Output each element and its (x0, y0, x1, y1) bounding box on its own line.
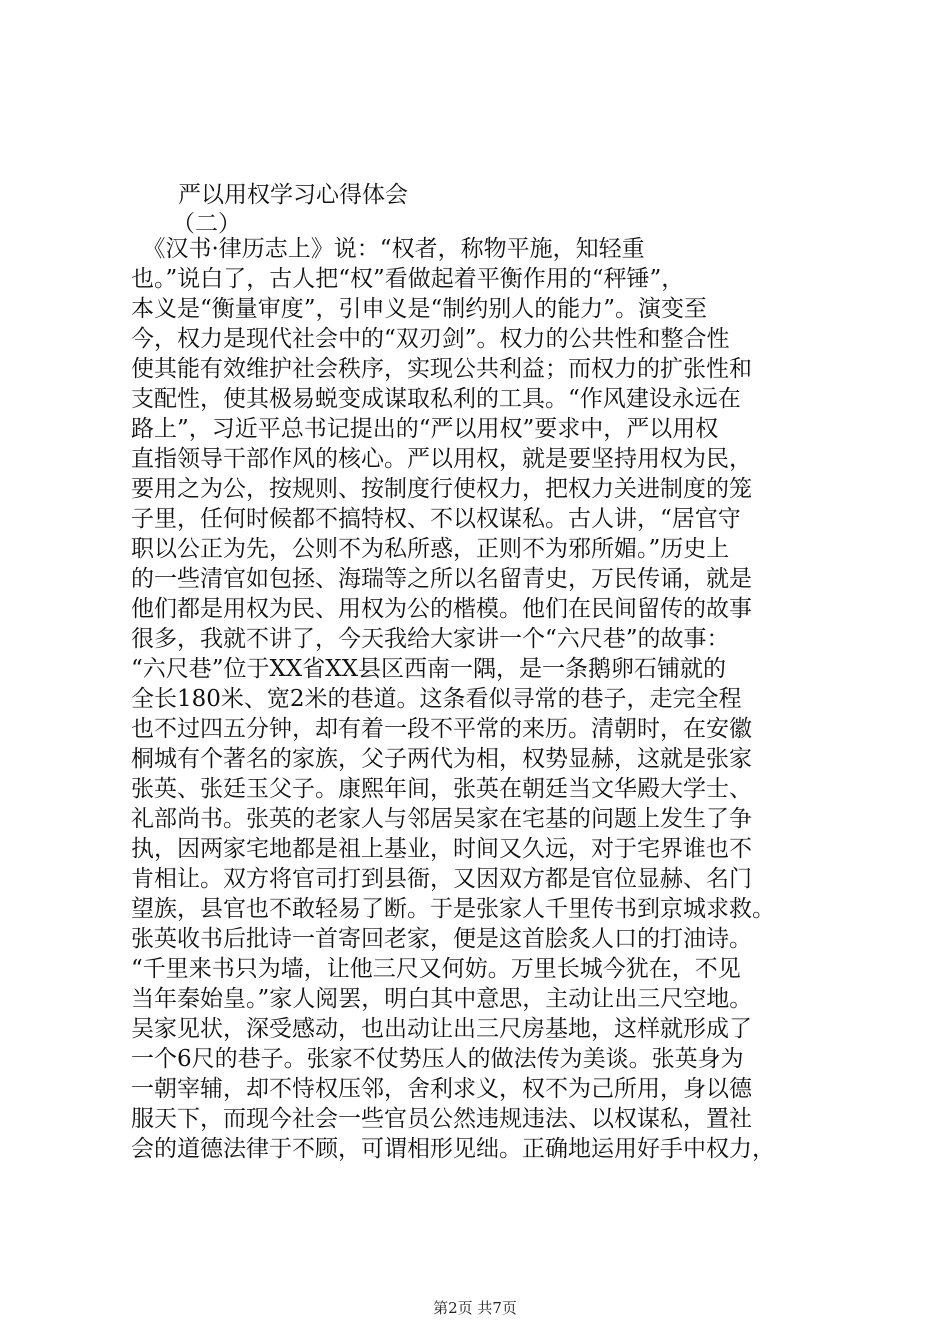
body-line: 使其能有效维护社会秩序，实现公共利益；而权力的扩张性和 (131, 356, 752, 382)
document-subtitle: （二） (172, 211, 241, 237)
body-line: 直指领导干部作风的核心。严以用权，就是要坚持用权为民， (131, 446, 752, 472)
body-line: 张英收书后批诗一首寄回老家，便是这首脍炙人口的打油诗。 (131, 926, 752, 952)
body-line: 礼部尚书。张英的老家人与邻居吴家在宅基的问题上发生了争 (131, 806, 752, 832)
body-line: 执，因两家宅地都是祖上基业，时间又久远，对于宅界谁也不 (131, 836, 752, 862)
body-line: 很多，我就不讲了，今天我给大家讲一个“六尺巷”的故事： (131, 626, 730, 652)
body-line: 要用之为公，按规则、按制度行使权力，把权力关进制度的笼 (131, 476, 752, 502)
body-line: 肯相让。双方将官司打到县衙，又因双方都是官位显赫、名门 (131, 866, 752, 892)
body-line: 也。”说白了，古人把“权”看做起着平衡作用的“秤锤”， (131, 266, 685, 292)
body-line: 一朝宰辅，却不恃权压邻，舍利求义，权不为己所用，身以德 (131, 1076, 752, 1102)
body-line: 路上”，习近平总书记提出的“严以用权”要求中，严以用权 (131, 416, 719, 442)
body-line: 他们都是用权为民、用权为公的楷模。他们在民间留传的故事 (131, 596, 752, 622)
body-line: 望族，县官也不敢轻易了断。于是张家人千里传书到京城求救。 (131, 896, 775, 922)
body-line: 支配性，使其极易蜕变成谋取私利的工具。“作风建设永远在 (131, 386, 741, 412)
body-line: 桐城有个著名的家族，父子两代为相，权势显赫，这就是张家 (131, 746, 752, 772)
body-line: 会的道德法律于不顾，可谓相形见绌。正确地运用好手中权力， (131, 1136, 775, 1162)
body-line: 子里，任何时候都不搞特权、不以权谋私。古人讲，“居官守 (131, 506, 741, 532)
body-line: 吴家见状，深受感动，也出动让出三尺房基地，这样就形成了 (131, 1016, 752, 1042)
body-line: 今，权力是现代社会中的“双刃剑”。权力的公共性和整合性 (131, 326, 730, 352)
body-line: 本义是“衡量审度”，引申义是“制约别人的能力”。演变至 (131, 296, 708, 322)
body-line: 也不过四五分钟，却有着一段不平常的来历。清朝时，在安徽 (131, 716, 752, 742)
body-line: “六尺巷”位于XX省XX县区西南一隅，是一条鹅卵石铺就的 (131, 656, 727, 682)
body-line: 全长180米、宽2米的巷道。这条看似寻常的巷子，走完全程 (131, 686, 742, 712)
document-title: 严以用权学习心得体会 (178, 182, 408, 208)
body-line: 职以公正为先，公则不为私所惑，正则不为邪所媚。”历史上 (131, 536, 730, 562)
body-line: “千里来书只为墙，让他三尺又何妨。万里长城今犹在，不见 (131, 956, 741, 982)
body-line: 服天下，而现今社会一些官员公然违规违法、以权谋私，置社 (131, 1106, 752, 1132)
page-footer: 第2页 共7页 (433, 1299, 517, 1317)
body-line: 的一些清官如包拯、海瑞等之所以名留青史，万民传诵，就是 (131, 566, 752, 592)
body-line: 当年秦始皇。”家人阅罢，明白其中意思，主动让出三尺空地。 (131, 986, 753, 1012)
body-line: 张英、张廷玉父子。康熙年间，张英在朝廷当文华殿大学士、 (131, 776, 752, 802)
body-line: 一个6尺的巷子。张家不仗势压人的做法传为美谈。张英身为 (131, 1046, 744, 1072)
body-line: 《汉书·律历志上》说：“权者，称物平施，知轻重 (131, 236, 645, 262)
document-body (131, 234, 855, 1164)
